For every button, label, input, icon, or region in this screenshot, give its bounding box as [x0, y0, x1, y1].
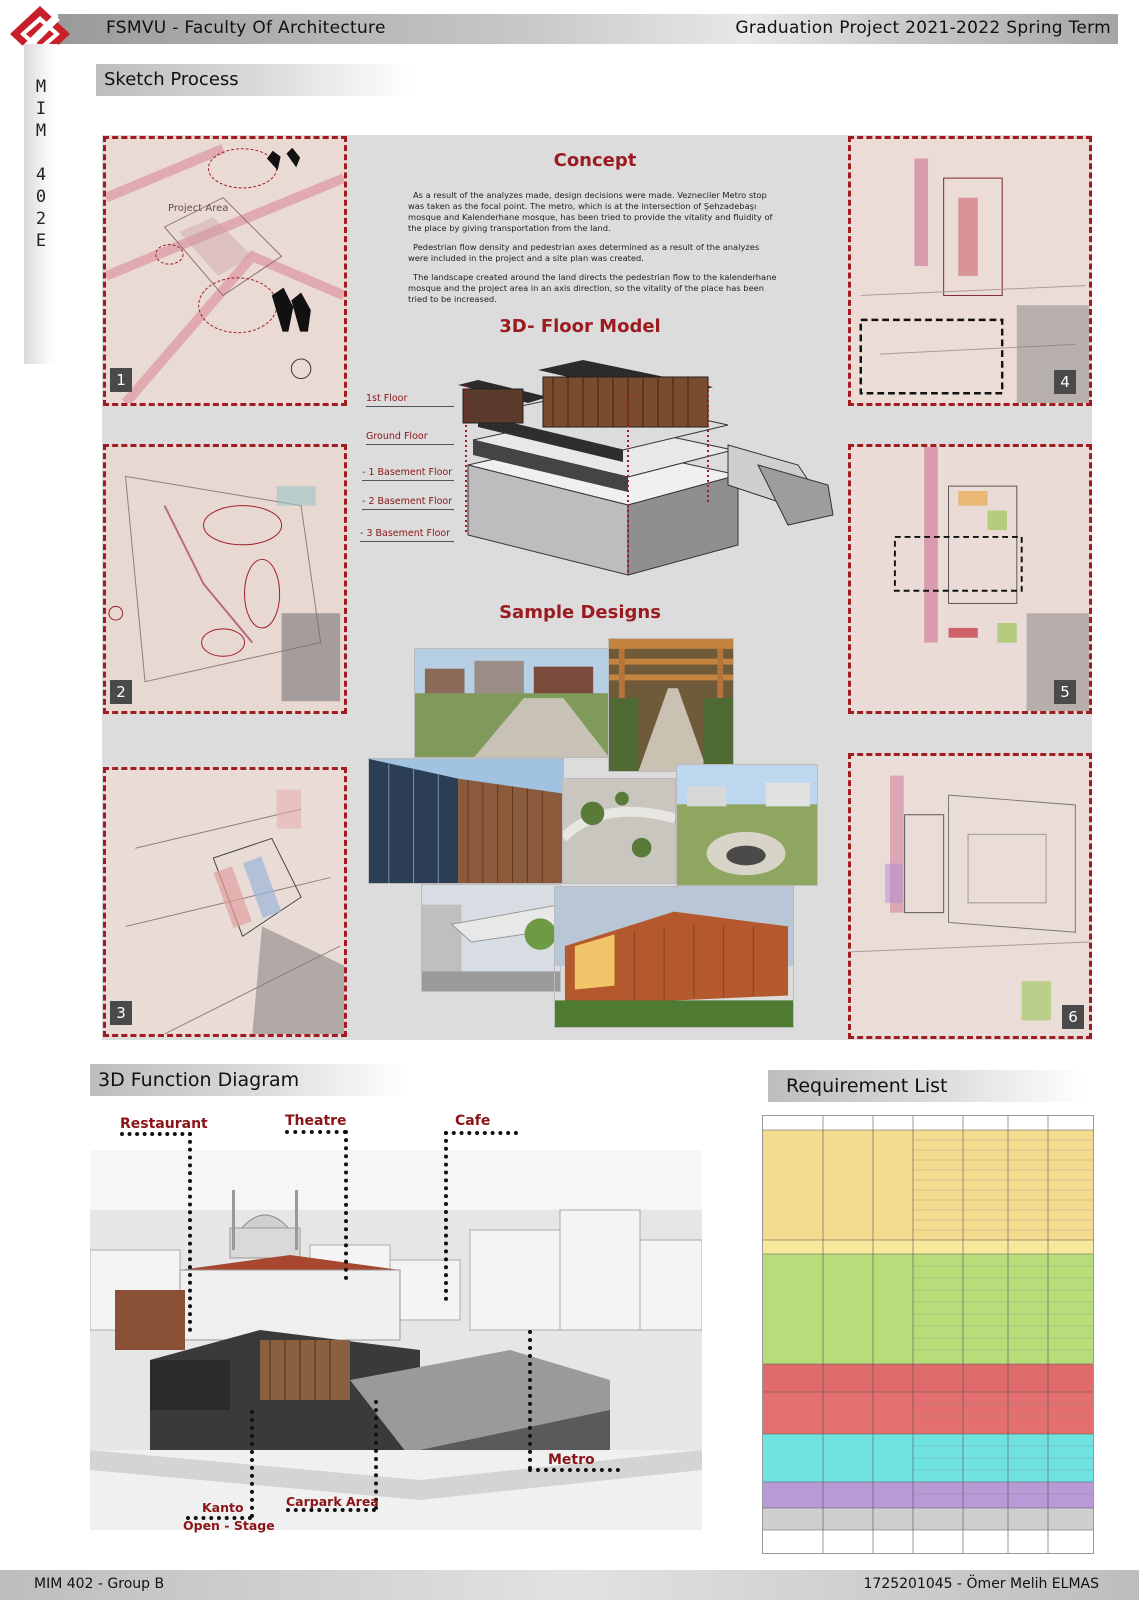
sketch-number: 5 — [1054, 680, 1076, 704]
section-tag-function-diagram: 3D Function Diagram — [90, 1064, 408, 1096]
function-label-metro: Metro — [548, 1452, 595, 1468]
sketch-image-6 — [848, 753, 1092, 1039]
sketch-image-2 — [103, 444, 347, 714]
sketch-image-1 — [103, 136, 347, 406]
project-term-title: Graduation Project 2021-2022 Spring Term — [735, 18, 1111, 38]
leader-line — [528, 1330, 532, 1470]
floor-label: 1st Floor — [366, 393, 454, 407]
leader-line — [344, 1130, 348, 1280]
student-id-name: 1725201045 - Ömer Melih ELMAS — [863, 1576, 1099, 1592]
sample-designs-title: Sample Designs — [499, 602, 661, 623]
sample-photo-plaza-aerial — [562, 778, 676, 884]
leader-line — [188, 1132, 192, 1332]
course-code-char: I — [35, 99, 47, 119]
sketch-number: 2 — [110, 680, 132, 704]
concept-paragraph: Pedestrian flow density and pedestrian axes determined as a result of the analyzes were included in the project and a site plan was created. — [408, 242, 760, 263]
course-code-char: E — [35, 231, 47, 251]
sample-photo-copper-building — [554, 886, 794, 1028]
course-code-char: M — [35, 121, 47, 141]
course-code-char: 4 — [35, 165, 47, 185]
leader-line — [285, 1130, 347, 1134]
leader-line — [528, 1468, 620, 1472]
sketch-number: 4 — [1054, 370, 1076, 394]
course-code-char: 2 — [35, 209, 47, 229]
project-area-label: Project Area — [168, 203, 229, 214]
concept-paragraph: As a result of the analyzes made, design decisions were made. Vezneciler Metro stop was taken as the focal point. The metro, which is at the intersection of Şehzadebaşı mosque and Kalenderhane mosque, has been tried to provide the vitality and fluidity of the place by giving transportation from the land. — [408, 190, 773, 233]
requirement-list-table-image — [762, 1115, 1094, 1554]
function-label-carpark: Carpark Area — [286, 1494, 379, 1509]
course-code-char: 0 — [35, 187, 47, 207]
floor-model-3d-image — [458, 355, 842, 581]
floor-label: - 2 Basement Floor — [362, 496, 454, 510]
concept-title: Concept — [553, 150, 637, 171]
sketch-number: 3 — [110, 1001, 132, 1025]
section-tag-requirement-list: Requirement List — [768, 1070, 1086, 1102]
course-group-label: MIM 402 - Group B — [34, 1576, 165, 1592]
function-label-cafe: Cafe — [455, 1113, 491, 1129]
function-diagram-3d-image — [90, 1150, 702, 1530]
floor-label: - 3 Basement Floor — [360, 528, 454, 542]
leader-line — [120, 1132, 192, 1136]
function-label-theatre: Theatre — [285, 1113, 347, 1129]
sample-photo-pergola — [608, 638, 734, 772]
leader-line — [444, 1131, 518, 1135]
sample-photo-park-walkway — [414, 648, 610, 758]
floor-label: Ground Floor — [366, 431, 454, 445]
sketch-image-3 — [103, 767, 347, 1037]
concept-paragraph: The landscape created around the land directs the pedestrian flow to the kalenderhane mosque and the project area in an axis direction, so the vitality of the place has been tried to be increased. — [408, 272, 777, 304]
function-label-restaurant: Restaurant — [120, 1116, 208, 1132]
sketch-image-5 — [848, 444, 1092, 714]
sample-photo-canopy — [421, 884, 561, 992]
leader-line — [250, 1410, 254, 1518]
sample-photo-glass-facade — [368, 758, 564, 884]
course-code-char: M — [35, 77, 47, 97]
sample-photo-amphitheatre — [676, 764, 818, 886]
leader-line — [444, 1131, 448, 1301]
sketch-number: 6 — [1062, 1005, 1084, 1029]
concept-text — [408, 190, 780, 313]
sketch-image-4 — [848, 136, 1092, 406]
section-tag-sketch-process: Sketch Process — [96, 64, 414, 96]
function-label-kanto: Kanto — [202, 1500, 244, 1515]
floor-model-title: 3D- Floor Model — [499, 316, 661, 337]
faculty-title: FSMVU - Faculty Of Architecture — [106, 18, 386, 38]
course-code-char — [24, 142, 58, 164]
sketch-number: 1 — [110, 368, 132, 392]
floor-label: - 1 Basement Floor — [362, 467, 454, 481]
course-code-vertical — [24, 76, 58, 252]
function-label-open-stage: Open - Stage — [183, 1518, 275, 1533]
